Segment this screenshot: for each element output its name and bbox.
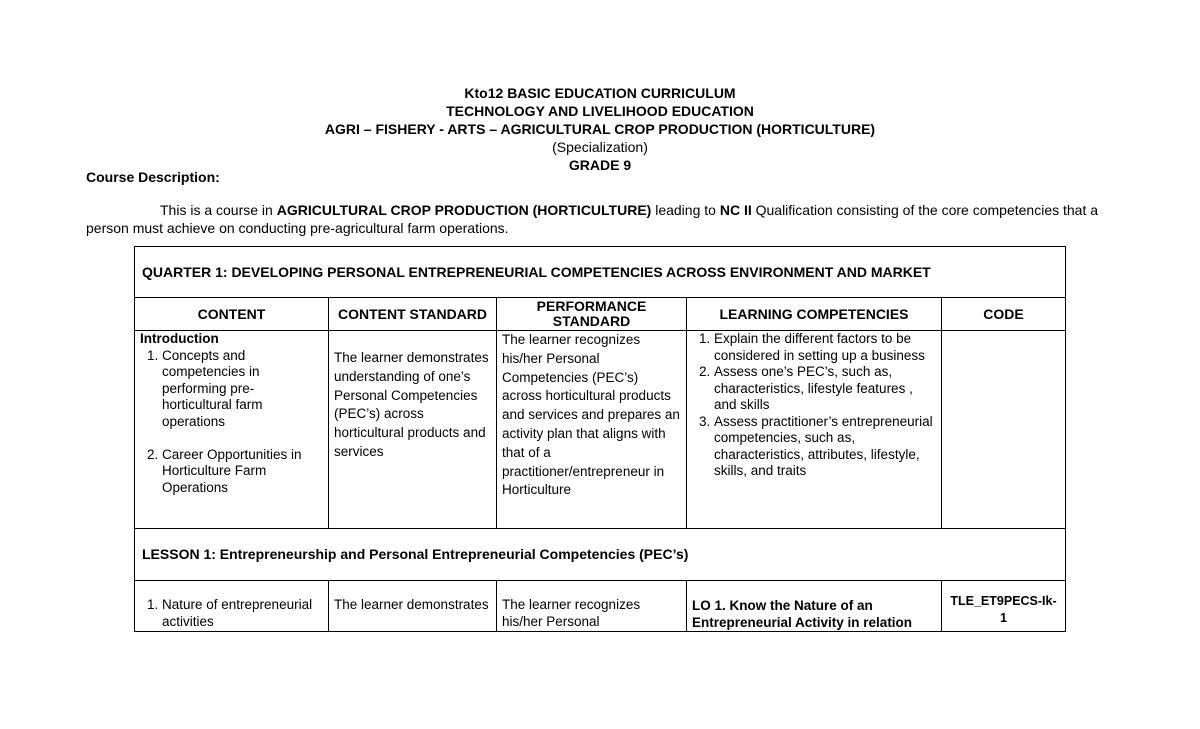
- course-description: [86, 201, 1116, 237]
- content-standard-text: The learner demonstrates understanding of one’s Personal Competencies (PEC’s) across horticultural products and services: [334, 350, 489, 459]
- content-item: 1. Nature of entrepreneurial activities: [162, 597, 323, 630]
- header-learning-competencies: LEARNING COMPETENCIES: [687, 298, 942, 331]
- desc-text-3: Qualification consisting of the core competencies that a person must achieve on conducting pre-agricultural farm operations.: [86, 202, 1099, 236]
- intro-content-cell: [135, 331, 329, 529]
- desc-bold-1: AGRICULTURAL CROP PRODUCTION (HORTICULTURE): [276, 202, 652, 218]
- performance-standard-text: The learner recognizes his/her Personal Competencies (PEC’s) across horticultural products and services and prepares an activity plan that aligns with that of a practitioner/entrepreneur in Horticulture: [502, 332, 680, 498]
- lesson-performance-standard: The learner recognizes his/her Personal: [497, 581, 687, 632]
- desc-bold-2: NC II: [719, 202, 752, 218]
- intro-competencies: [687, 331, 942, 529]
- lesson-title: LESSON 1: Entrepreneurship and Personal Entrepreneurial Competencies (PEC’s): [135, 529, 1066, 581]
- competency-item: 2. Assess one’s PEC’s, such as, characteristics, lifestyle features , and skills: [714, 364, 936, 414]
- specialization-label: (Specialization): [552, 139, 648, 155]
- lesson-competency: LO 1. Know the Nature of an Entrepreneurial Activity in relation: [687, 581, 942, 632]
- subject-title: TECHNOLOGY AND LIVELIHOOD EDUCATION: [446, 103, 754, 119]
- course-description-label: Course Description:: [86, 169, 220, 185]
- document-header: [0, 84, 1200, 174]
- intro-performance-standard: [497, 331, 687, 529]
- header-content: CONTENT: [135, 298, 329, 331]
- competency-item: 3. Assess practitioner’s entrepreneurial competencies, such as, characteristics, attributes, lifestyle, skills, and traits: [714, 414, 936, 480]
- intro-title: Introduction: [140, 331, 219, 346]
- curriculum-table: [134, 246, 1066, 632]
- curriculum-title: Kto12 BASIC EDUCATION CURRICULUM: [464, 85, 736, 101]
- header-performance-standard: PERFORMANCE STANDARD: [497, 298, 687, 331]
- header-code: CODE: [942, 298, 1066, 331]
- lesson-code: TLE_ET9PECS-Ik-1: [942, 581, 1066, 632]
- desc-text-2: leading to: [651, 202, 720, 218]
- lesson-content-cell: [135, 581, 329, 632]
- grade-label: GRADE 9: [568, 157, 632, 173]
- lesson-content-standard: The learner demonstrates: [329, 581, 497, 632]
- desc-text-1: This is a course in: [160, 202, 277, 218]
- specialization-title: AGRI – FISHERY - ARTS – AGRICULTURAL CROP PRODUCTION (HORTICULTURE): [324, 121, 876, 137]
- intro-code: [942, 331, 1066, 529]
- intro-content-standard: [329, 331, 497, 529]
- competency-item: 1. Explain the different factors to be considered in setting up a business: [714, 331, 936, 364]
- content-item: 1. Concepts and competencies in performing pre-horticultural farm operations: [162, 348, 323, 431]
- quarter-title: QUARTER 1: DEVELOPING PERSONAL ENTREPRENEURIAL COMPETENCIES ACROSS ENVIRONMENT AND MARKET: [135, 247, 1066, 298]
- header-content-standard: CONTENT STANDARD: [329, 298, 497, 331]
- content-item: 2. Career Opportunities in Horticulture Farm Operations: [162, 447, 323, 497]
